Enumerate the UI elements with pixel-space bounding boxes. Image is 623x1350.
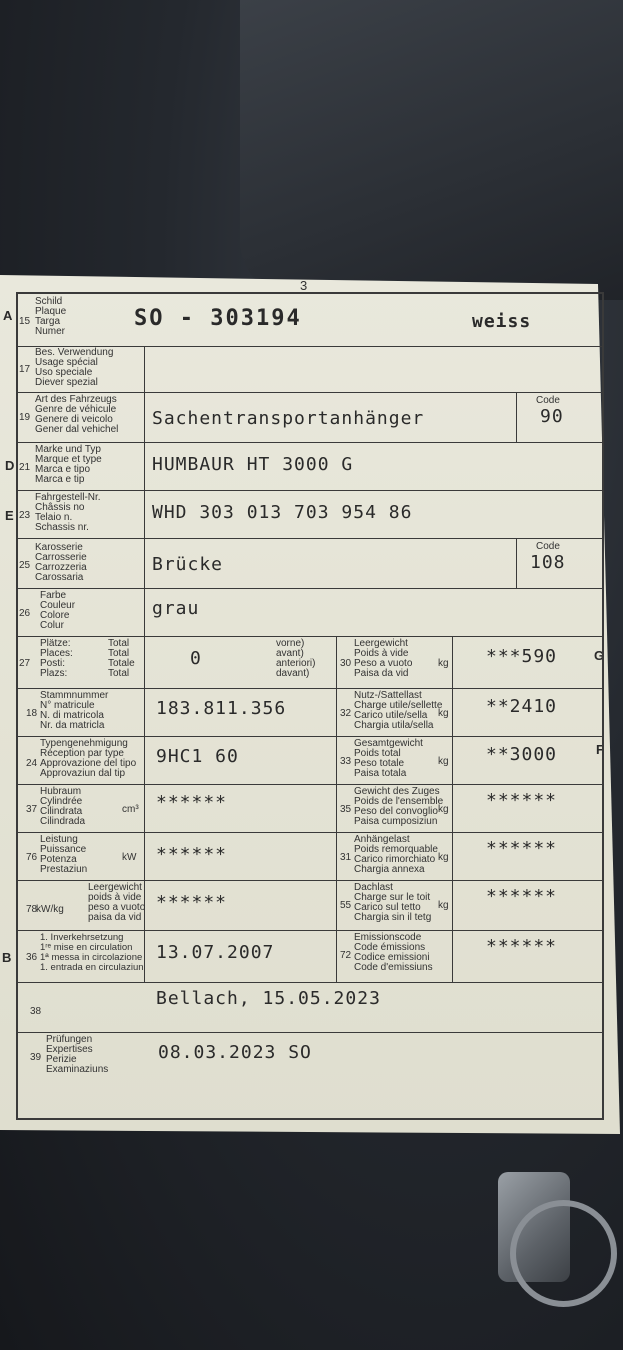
field-label: Marke und Typ Marque et type Marca e tipo Marca e tip	[35, 444, 102, 485]
field-number: 55	[340, 900, 352, 911]
roof-load-value: ******	[486, 886, 558, 907]
row-issue-place-date	[18, 982, 602, 1033]
field-label: Anhängelast Poids remorquable Carico rimorchiato Chargia annexa	[354, 834, 438, 875]
seats-value: 0	[190, 648, 202, 669]
unit: kg	[438, 708, 449, 719]
plate-number: SO - 303194	[134, 306, 302, 331]
unit: cm³	[122, 804, 139, 815]
field-number: 26	[19, 608, 31, 619]
field-number: 24	[26, 758, 38, 769]
train-weight-value: ******	[486, 790, 558, 811]
field-number: 38	[30, 1006, 42, 1017]
vehicle-kind-value: Sachentransportanhänger	[152, 408, 425, 429]
issue-place-date: Bellach, 15.05.2023	[156, 988, 381, 1009]
field-number: 32	[340, 708, 352, 719]
unit: kW/kg	[36, 904, 64, 915]
payload-value: **2410	[486, 696, 558, 717]
row-vehicle-kind	[18, 392, 602, 443]
field-number: 78	[26, 904, 38, 915]
plate-color: weiss	[472, 311, 532, 332]
base-number-value: 183.811.356	[156, 698, 287, 719]
row-type-approval-total-weight	[18, 736, 602, 785]
emission-code-value: ******	[486, 936, 558, 957]
field-label: Schild Plaque Targa Numer	[35, 296, 67, 337]
total-weight-value: **3000	[486, 744, 558, 765]
side-letter-g: G	[594, 648, 605, 663]
field-label: Gewicht des Zuges Poids de l'ensemble Peso del convoglio Paisa cumposiziun	[354, 786, 444, 827]
side-letter-b: B	[2, 950, 12, 965]
displacement-value: ******	[156, 792, 228, 813]
field-number: 33	[340, 756, 352, 767]
unit: kg	[438, 658, 449, 669]
row-body	[18, 538, 602, 589]
field-label: Gesamtgewicht Poids total Peso totale Paisa totala	[354, 738, 423, 779]
page-number: 3	[300, 278, 308, 293]
field-label: Farbe Couleur Colore Colur	[40, 590, 76, 631]
side-letter-e: E	[5, 508, 14, 523]
row-color	[18, 588, 602, 637]
type-approval-value: 9HC1 60	[156, 746, 239, 767]
key-ring	[510, 1200, 617, 1307]
code-label: Code	[536, 395, 560, 406]
row-power-weight-roof-load	[18, 880, 602, 931]
field-label: Bes. Verwendung Usage spécial Uso speciale Diever spezial	[35, 347, 114, 388]
unit: kg	[438, 900, 449, 911]
field-label: Fahrgestell-Nr. Châssis no Telaio n. Schassis nr.	[35, 492, 101, 533]
row-power-towing-load	[18, 832, 602, 881]
field-number: 39	[30, 1052, 42, 1063]
body-value: Brücke	[152, 554, 224, 575]
field-number: 76	[26, 852, 38, 863]
field-label: Stammnummer N° matricule N. di matricola Nr. da matricla	[40, 690, 109, 731]
side-letter-d: D	[5, 458, 15, 473]
field-label-total: Total Total Totale Total	[108, 638, 135, 679]
row-chassis	[18, 490, 602, 539]
field-number: 37	[26, 804, 38, 815]
field-label: Karosserie Carrosserie Carrozzeria Carossaria	[35, 542, 87, 583]
inspection-value: 08.03.2023 SO	[158, 1042, 312, 1063]
field-number: 72	[340, 950, 352, 961]
field-number: 35	[340, 804, 352, 815]
registration-grid	[16, 292, 604, 1120]
color-value: grau	[152, 598, 200, 619]
field-number: 27	[19, 658, 31, 669]
field-number: 18	[26, 708, 38, 719]
code-label: Code	[536, 541, 560, 552]
unit: kW	[122, 852, 137, 863]
unit: kg	[438, 756, 449, 767]
make-type-value: HUMBAUR HT 3000 G	[152, 454, 354, 475]
field-label: Emissionscode Code émissions Codice emissioni Code d'emissiuns	[354, 932, 433, 973]
row-make-type	[18, 442, 602, 491]
row-plate	[18, 294, 602, 347]
row-first-registration-emission	[18, 930, 602, 983]
field-label: Nutz-/Sattellast Charge utile/sellette Carico utile/sella Chargia utila/sella	[354, 690, 443, 731]
first-registration-date: 13.07.2007	[156, 942, 275, 963]
seats-front-label: vorne) avant) anteriori) davant)	[276, 638, 316, 679]
key	[490, 1160, 585, 1290]
field-label: Dachlast Charge sur le toit Carico sul tetto Chargia sin il tetg	[354, 882, 432, 923]
field-number: 17	[19, 364, 31, 375]
side-letter-f: F	[596, 742, 604, 757]
field-label: Leergewicht poids à vide peso a vuoto paisa da vid	[88, 882, 146, 923]
row-special-use	[18, 346, 602, 393]
power-value: ******	[156, 844, 228, 865]
unit: kg	[438, 852, 449, 863]
field-number: 15	[19, 316, 31, 327]
row-displacement-train-weight	[18, 784, 602, 833]
row-seats-empty-weight	[18, 636, 605, 689]
field-number: 23	[19, 510, 31, 521]
field-label: Plätze: Places: Posti: Plazs:	[40, 638, 73, 679]
field-number: 19	[19, 412, 31, 423]
field-number: 31	[340, 852, 352, 863]
field-label: Prüfungen Expertises Perizie Examinaziuns	[46, 1034, 109, 1075]
row-base-number-payload	[18, 688, 602, 737]
field-number: 25	[19, 560, 31, 571]
seat-background	[240, 0, 623, 300]
empty-weight-value: ***590	[486, 646, 558, 667]
field-number: 30	[340, 658, 352, 669]
field-number: 21	[19, 462, 31, 473]
field-label: 1. Inverkehrsetzung 1ʳᵉ mise en circulation 1ª messa in circolazione 1. entrada en circulaziun	[40, 932, 144, 973]
field-label: Typengenehmigung Réception par type Approvazione del tipo Approvaziun dal tip	[40, 738, 137, 779]
vehicle-kind-code: 90	[540, 406, 564, 427]
power-weight-value: ******	[156, 892, 228, 913]
side-letter-a: A	[3, 308, 13, 323]
row-inspections	[18, 1032, 602, 1118]
unit: kg	[438, 804, 449, 815]
towing-load-value: ******	[486, 838, 558, 859]
field-number: 36	[26, 952, 38, 963]
field-label: Art des Fahrzeugs Genre de véhicule Genere di veicolo Gener dal vehichel	[35, 394, 119, 435]
field-label: Hubraum Cylindrée Cilindrata Cilindrada	[40, 786, 86, 827]
field-label: Leergewicht Poids à vide Peso a vuoto Paisa da vid	[354, 638, 413, 679]
field-label: Leistung Puissance Potenza Prestaziun	[40, 834, 88, 875]
body-code: 108	[530, 552, 566, 573]
chassis-number: WHD 303 013 703 954 86	[152, 502, 413, 523]
